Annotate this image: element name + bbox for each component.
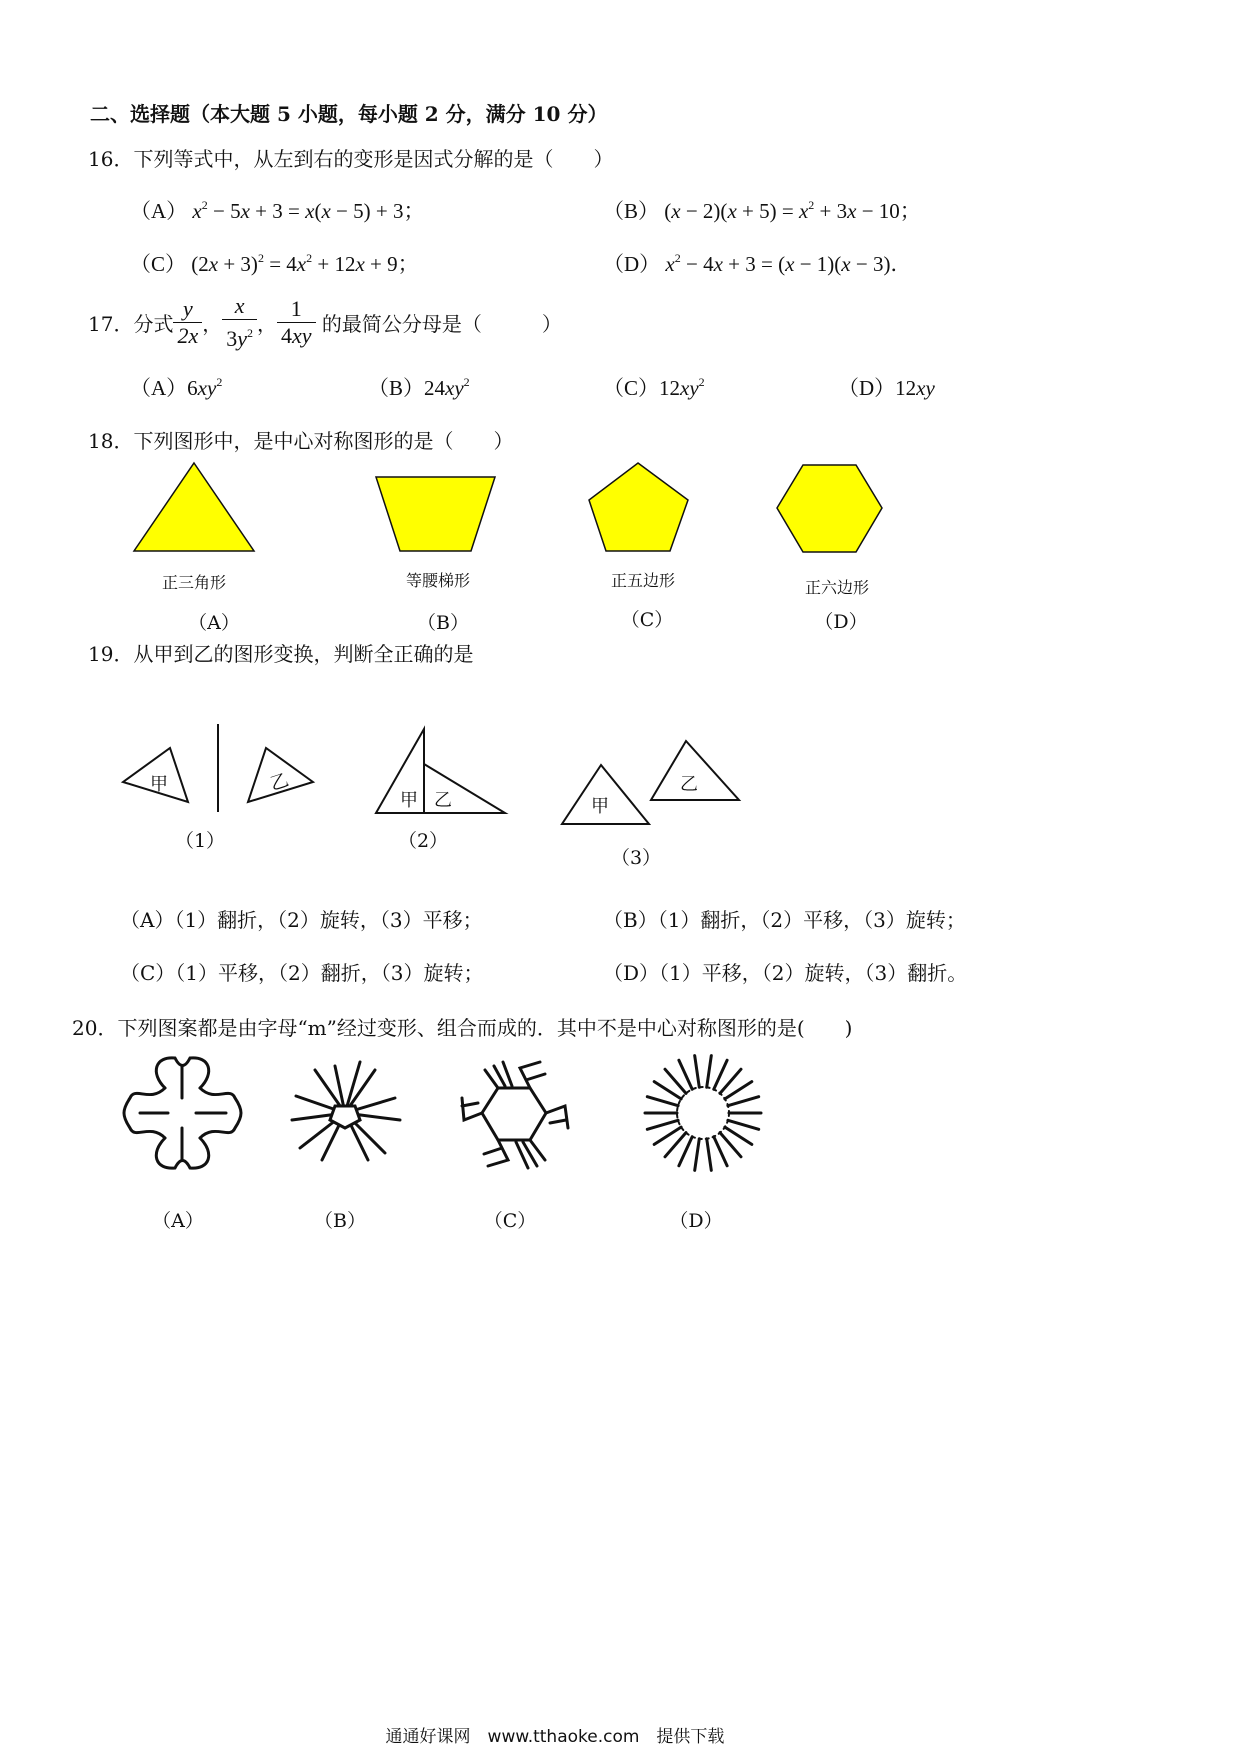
yi-label-2: 乙: [434, 790, 452, 811]
pattern-c: [462, 1062, 568, 1168]
ring-stroke: [679, 1137, 692, 1166]
fraction-2-num: x: [222, 293, 257, 320]
exp: 2: [216, 375, 223, 389]
caption-hexagon: 正六边形: [804, 578, 869, 597]
yi-label-3: 乙: [680, 774, 698, 795]
ring-stroke: [695, 1139, 700, 1171]
ring-stroke: [707, 1139, 712, 1171]
q19-option-a: （A）（1）翻折，（2）旋转，（3）平移；: [120, 908, 483, 932]
yi-label-1: 乙: [267, 769, 292, 796]
label-18a: （A）: [188, 612, 240, 634]
var: xy: [916, 376, 935, 400]
option-label: （C）: [130, 252, 187, 276]
label-20a: （A）: [152, 1210, 204, 1232]
coef: 6: [187, 376, 198, 400]
fraction-1-den: 2x: [177, 323, 199, 348]
ring-stroke: [728, 1120, 759, 1129]
caption-trapezoid: 等腰梯形: [405, 571, 470, 590]
option-label: （C）: [603, 376, 660, 400]
fraction-2-den: $3y^2$: [226, 326, 253, 351]
pattern-b: [292, 1062, 400, 1160]
var: xy: [680, 376, 699, 400]
option-label: （B）: [368, 376, 425, 400]
fig-label-2: （2）: [397, 830, 449, 852]
q17-stem-prefix: 17．分式: [88, 312, 174, 336]
ring-stroke: [714, 1137, 727, 1166]
jia-label-1: 甲: [150, 774, 168, 795]
var: xy: [197, 376, 217, 400]
caption-triangle: 正三角形: [161, 573, 226, 592]
pattern-d: [645, 1056, 761, 1171]
fraction-3: [277, 296, 316, 349]
equilateral-triangle: [134, 463, 254, 551]
ring-stroke: [647, 1097, 678, 1106]
q17-stem-suffix: 的最简公分母是（ ）: [321, 312, 562, 336]
ring-stroke: [707, 1056, 712, 1088]
label-18c: （C）: [620, 609, 674, 631]
jia-label-3: 甲: [591, 796, 609, 817]
ring-stroke: [728, 1097, 759, 1106]
q19-option-b: （B）（1）翻折，（2）平移，（3）旋转；: [603, 908, 966, 932]
fraction-3-num: 1: [277, 296, 316, 323]
ring-stroke: [714, 1060, 727, 1089]
caption-pentagon: 正五边形: [610, 571, 675, 590]
exp: 2: [463, 375, 470, 389]
q19-option-c: （C）（1）平移，（2）翻折，（3）旋转；: [120, 961, 484, 985]
coef: 24: [424, 376, 446, 400]
fraction-3-den: 4xy: [280, 323, 312, 348]
option-label: （B）: [603, 199, 660, 223]
coef: 12: [659, 376, 681, 400]
pattern-a: [124, 1058, 241, 1168]
jia-label-2: 甲: [400, 790, 418, 811]
q20-patterns: [0, 1048, 1240, 1188]
q16-option-b: （B） $(x - 2)(x + 5) = x^2 + 3x - 10$；: [603, 198, 921, 223]
footer-text: 通通好课网 www.tthaoke.com 提供下载: [385, 1727, 725, 1747]
q17-option-a: [130, 372, 222, 402]
fraction-1: [173, 296, 202, 349]
label-20d: （D）: [669, 1210, 723, 1232]
regular-hexagon: [777, 465, 882, 552]
label-20c: （C）: [483, 1210, 537, 1232]
ring-stroke: [647, 1120, 678, 1129]
q16-option-d: （D） $x^2 - 4x + 3 = (x - 1)(x - 3)$．: [603, 251, 912, 276]
label-20b: （B）: [314, 1210, 366, 1232]
ring-stroke: [695, 1056, 700, 1088]
q16-option-c: （C） $(2x + 3)^2 = 4x^2 + 12x + 9$；: [130, 251, 419, 276]
var: xy: [445, 376, 464, 400]
exp: 2: [698, 375, 705, 389]
option-label: （D）: [838, 376, 896, 400]
q16-option-a: （A） $x^2 - 5x + 3 = x(x - 5) + 3$；: [130, 198, 425, 223]
q18-stem: 18．下列图形中，是中心对称图形的是（ ）: [88, 429, 514, 453]
q17-option-b: [368, 372, 470, 402]
ring-stroke: [679, 1060, 692, 1089]
q17-option-d: [838, 372, 935, 402]
q16-stem: 16．下列等式中，从左到右的变形是因式分解的是（ ）: [88, 147, 614, 171]
q17-stem: 17．分式 $\frac{y}{2x}$ ， $\frac{x}{3y^2}$ ， $\frac{1}{4xy}$ 的最简公分母是（ ）: [88, 293, 562, 351]
fraction-1-num: y: [173, 296, 202, 323]
q19-stem: 19．从甲到乙的图形变换，判断全正确的是: [88, 642, 474, 666]
q20-stem: 20．下列图案都是由字母“m”经过变形、组合而成的．其中不是中心对称图形的是( ): [72, 1016, 853, 1040]
option-label: （A）: [130, 376, 188, 400]
isosceles-trapezoid: [376, 477, 495, 551]
fig-label-1: （1）: [174, 830, 226, 852]
label-18d: （D）: [814, 611, 868, 633]
label-18b: （B）: [417, 612, 469, 634]
coef: 12: [895, 376, 917, 400]
option-label: （D）: [603, 252, 661, 276]
fraction-2: [222, 293, 257, 352]
fig-label-3: （3）: [610, 847, 662, 869]
section-title: 二、选择题（本大题 5 小题，每小题 2 分，满分 10 分）: [90, 102, 608, 126]
q19-option-d: （D）（1）平移，（2）旋转，（3）翻折。: [603, 961, 968, 985]
ring-inner-circle: [677, 1087, 729, 1139]
regular-pentagon: [589, 463, 688, 551]
q17-option-c: [603, 372, 705, 402]
option-label: （A）: [130, 199, 188, 223]
